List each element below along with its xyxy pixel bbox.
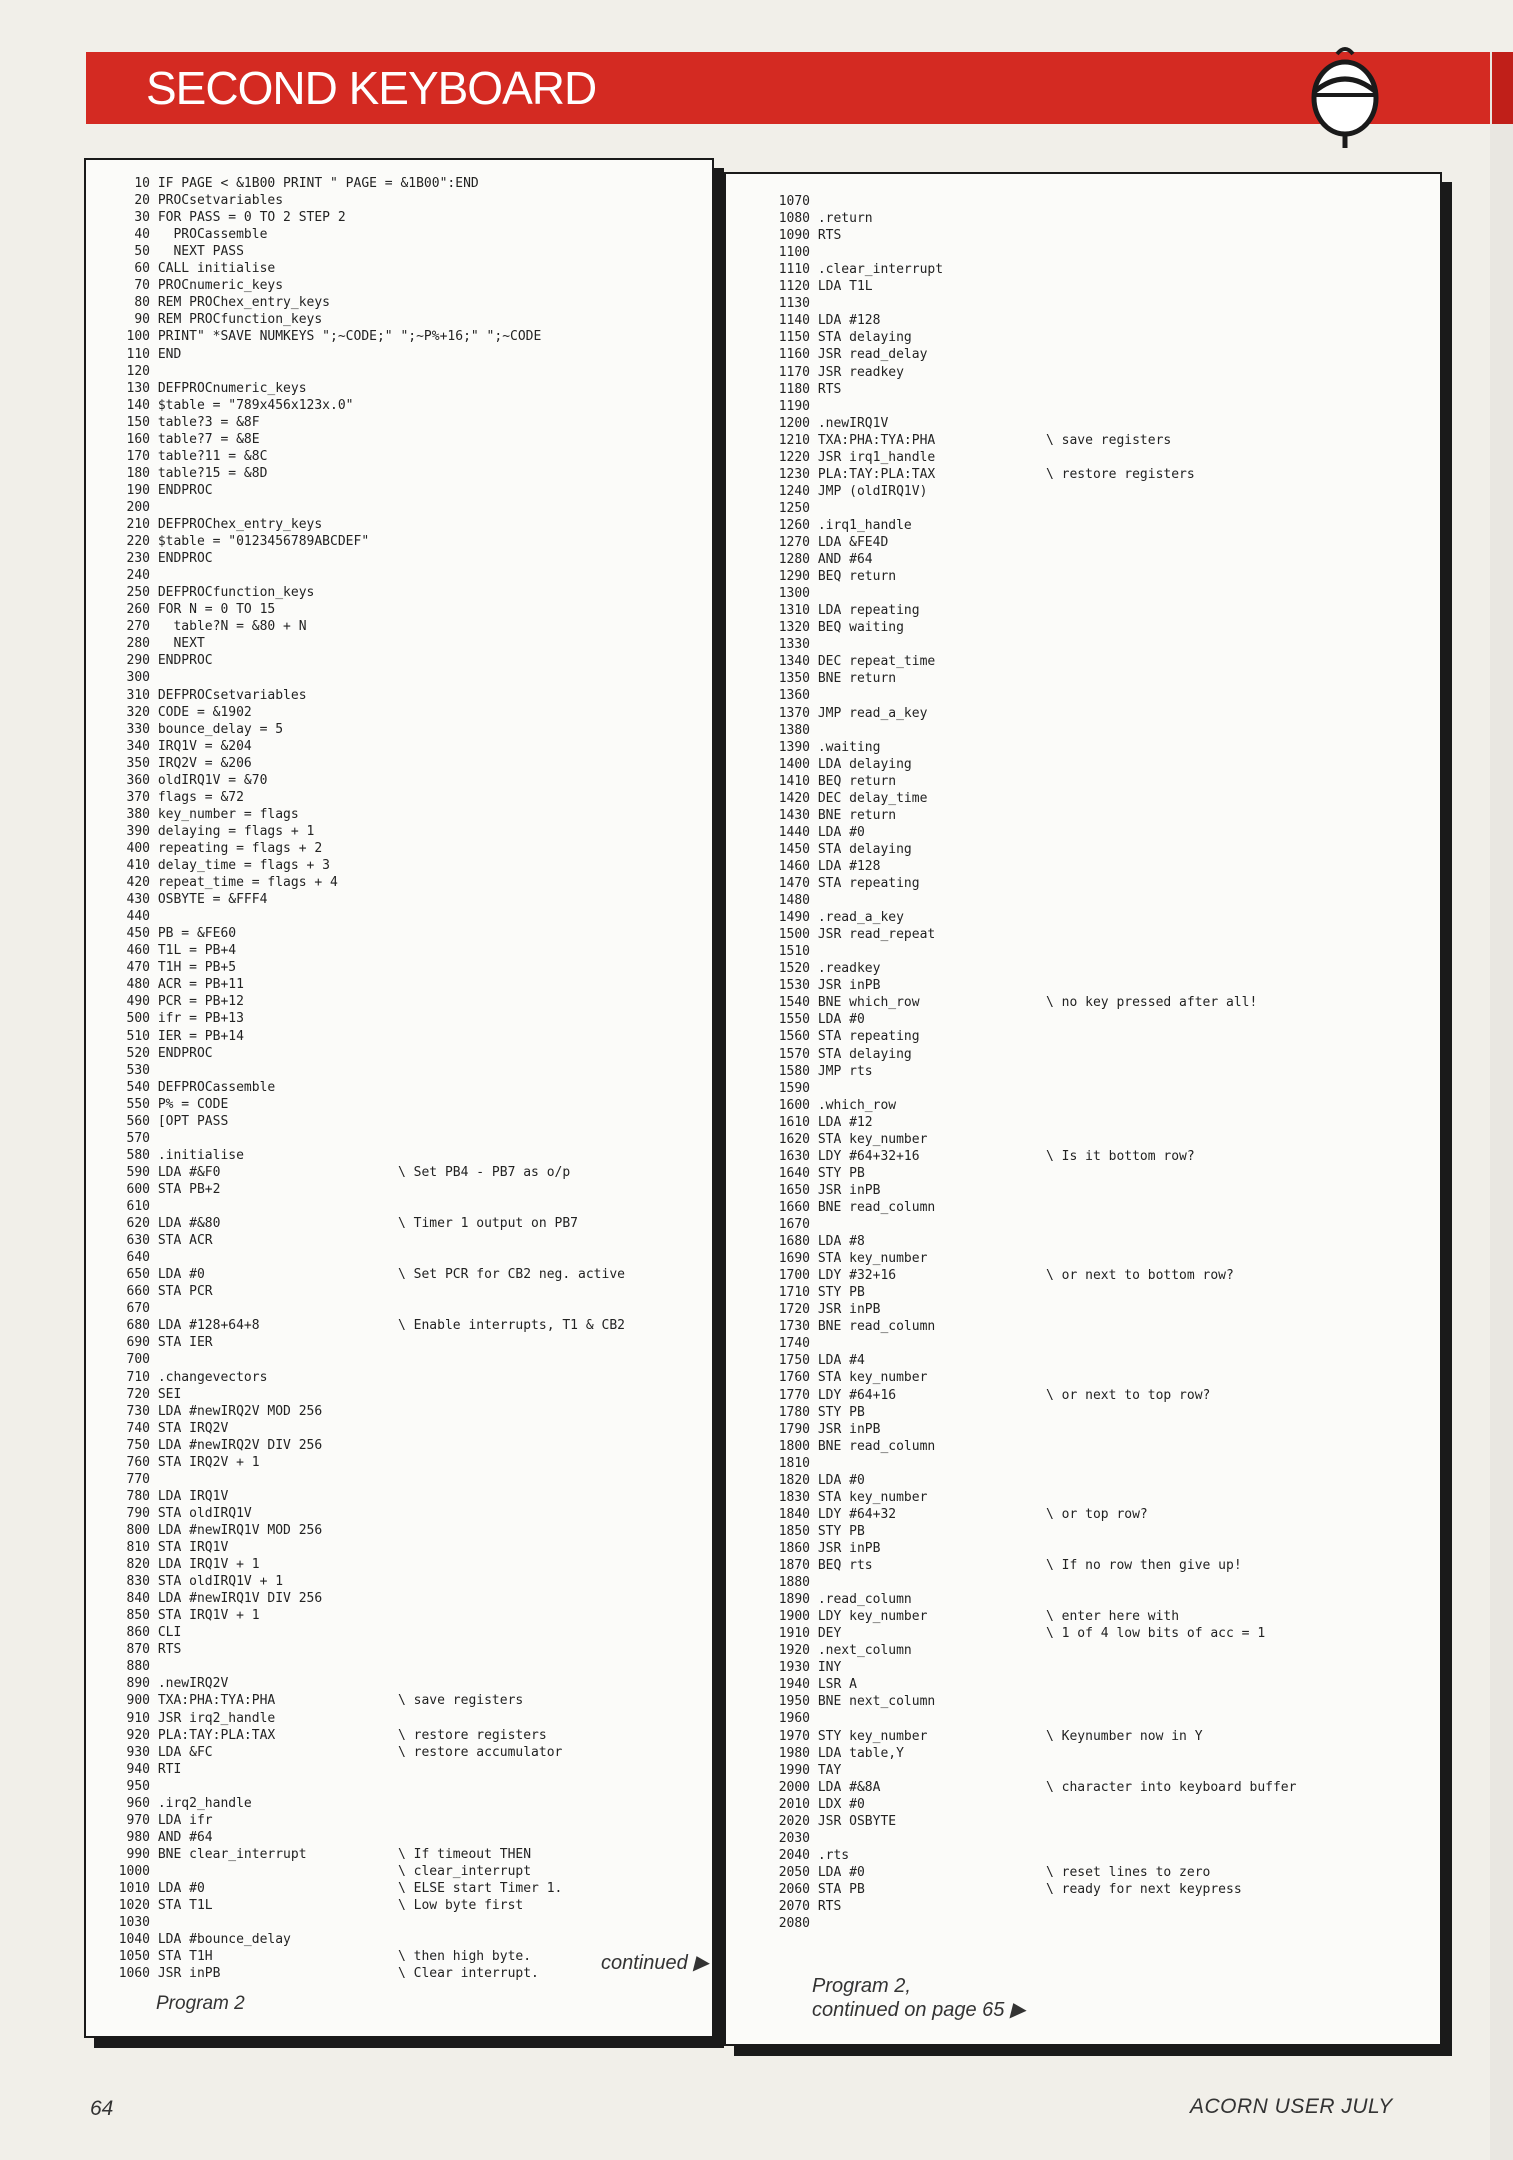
code-line: 830 STA oldIRQ1V + 1 [126,1574,284,1590]
code-line: 1340 DEC repeat_time [778,654,936,670]
code-line: 70 PROCnumeric_keys [134,278,284,294]
code-line: 880 [126,1659,150,1675]
code-line: 670 [126,1301,150,1317]
code-line: 2040 .rts [778,1847,850,1863]
code-line: 80 REM PROChex_entry_keys [134,295,331,311]
code-line: 2070 RTS [778,1899,842,1914]
code-line: 350 IRQ2V = &206 [126,755,252,771]
code-line: 1030 [118,1915,150,1931]
code-line: 470 T1H = PB+5 [126,960,237,976]
code-line: 1060 JSR inPB [118,1966,221,1982]
code-line: 2080 [778,1916,810,1932]
code-line: 580 .initialise [126,1147,244,1163]
code-line: 1350 BNE return [778,671,897,687]
code-line: 2060 STA PB [778,1881,865,1897]
code-line: 750 LDA #newIRQ2V DIV 256 [126,1437,323,1453]
title-banner [86,52,1513,124]
code-line: 1860 JSR inPB [778,1540,881,1556]
code-line: 1210 TXA:PHA:TYA:PHA [778,432,936,448]
code-line: 1220 JSR irq1_handle [778,449,936,465]
code-line: 180 table?15 = &8D [126,465,268,481]
code-line: 720 SEI [126,1386,182,1402]
code-line: 1720 JSR inPB [778,1302,881,1318]
code-line: 900 TXA:PHA:TYA:PHA [126,1693,276,1709]
code-line: 1470 STA repeating [778,876,920,891]
code-line: 1330 [778,637,810,653]
code-line: 920 PLA:TAY:PLA:TAX [126,1727,276,1743]
code-line: 1160 JSR read_delay [778,347,928,363]
code-comment: \ If no row then give up! [1046,1558,1242,1573]
code-comment: \ Keynumber now in Y [1046,1728,1203,1744]
code-line: 890 .newIRQ2V [126,1676,229,1692]
magazine-footer: ACORN USER JULY [1190,2095,1393,2118]
code-line: 1950 BNE next_column [778,1694,936,1710]
code-line: 1450 STA delaying [778,841,912,857]
page-edge [1490,52,1513,2160]
code-line: 1400 LDA delaying [778,756,912,772]
code-line: 1240 JMP (oldIRQ1V) [778,483,928,499]
code-line: 1170 JSR readkey [778,364,904,380]
code-line: 780 LDA IRQ1V [126,1488,229,1504]
code-line: 1010 LDA #0 [118,1881,205,1896]
code-comment: \ Low byte first [398,1898,524,1914]
code-line: 1440 LDA #0 [778,824,865,840]
code-line: 1420 DEC delay_time [778,790,928,806]
code-line: 1840 LDY #64+32 [778,1506,897,1522]
code-line: 1040 LDA #bounce_delay [118,1932,291,1948]
code-line: 390 delaying = flags + 1 [126,823,315,839]
code-line: 1770 LDY #64+16 [778,1387,897,1403]
code-line: 30 FOR PASS = 0 TO 2 STEP 2 [134,210,346,226]
code-line: 450 PB = &FE60 [126,926,237,942]
code-line: 730 LDA #newIRQ2V MOD 256 [126,1403,323,1419]
code-line: 1670 [778,1217,810,1232]
code-line: 1120 LDA T1L [778,279,873,295]
program-listing-panel-1 [84,158,714,2038]
code-line: 1970 STY key_number [778,1728,928,1744]
code-line: 410 delay_time = flags + 3 [126,858,331,873]
code-line: 1850 STY PB [778,1523,865,1539]
code-comment: \ ELSE start Timer 1. [398,1881,563,1896]
code-line: 60 CALL initialise [134,261,276,277]
code-line: 120 [126,363,150,379]
code-comment: \ no key pressed after all! [1046,995,1258,1011]
code-line: 650 LDA #0 [126,1267,205,1283]
code-line: 10 IF PAGE < &1B00 PRINT " PAGE = &1B00":END [134,176,479,191]
code-line: 290 ENDPROC [126,653,213,669]
code-line: 1500 JSR read_repeat [778,927,936,943]
code-line: 1480 [778,893,810,909]
code-line: 1430 BNE return [778,807,897,823]
code-line: 1180 RTS [778,381,842,397]
code-line: 610 [126,1199,150,1214]
code-line: 420 repeat_time = flags + 4 [126,875,338,891]
code-line: 660 STA PCR [126,1284,213,1300]
code-line: 1820 LDA #0 [778,1472,865,1488]
code-comment: \ character into keyboard buffer [1046,1779,1297,1795]
code-comment: \ Clear interrupt. [398,1966,539,1982]
code-comment: \ restore accumulator [398,1744,563,1760]
code-line: 340 IRQ1V = &204 [126,738,252,754]
code-line: 1190 [778,398,810,414]
code-line: 1600 .which_row [778,1097,897,1113]
code-line: 190 ENDPROC [126,482,213,498]
code-line: 1580 JMP rts [778,1063,873,1079]
code-line: 2000 LDA #&8A [778,1779,881,1795]
code-line: 90 REM PROCfunction_keys [134,312,323,328]
code-line: 300 [126,670,150,686]
code-line: 1300 [778,586,810,602]
code-line: 820 LDA IRQ1V + 1 [126,1557,260,1573]
code-line: 1610 LDA #12 [778,1114,873,1130]
code-comment: \ Set PB4 - PB7 as o/p [398,1164,571,1180]
code-line: 1790 JSR inPB [778,1421,881,1437]
program-caption: Program 2 [156,1993,245,2014]
code-line: 1940 LSR A [778,1677,857,1693]
code-line: 800 LDA #newIRQ1V MOD 256 [126,1522,323,1538]
code-comment: \ Timer 1 output on PB7 [398,1216,579,1232]
acorn-logo-icon [1305,40,1385,152]
code-comment: \ reset lines to zero [1046,1864,1211,1880]
code-line: 700 [126,1352,150,1368]
caption-line-1: Program 2, [812,1975,911,1997]
code-line: 1890 .read_column [778,1592,912,1608]
code-line: 1800 BNE read_column [778,1438,936,1454]
code-line: 940 RTI [126,1761,182,1777]
code-line: 320 CODE = &1902 [126,704,252,720]
code-line: 520 ENDPROC [126,1045,213,1061]
code-line: 1650 JSR inPB [778,1182,881,1198]
code-line: 2030 [778,1830,810,1846]
caption-line-2: continued on page 65 ▶ [812,1999,1026,2021]
code-line: 680 LDA #128+64+8 [126,1318,260,1334]
page-edge-accent [1492,52,1513,124]
code-line: 270 table?N = &80 + N [126,619,307,635]
code-line: 970 LDA ifr [126,1812,213,1828]
code-line: 1020 STA T1L [118,1898,213,1914]
code-line: 1920 .next_column [778,1643,912,1659]
code-line: 1280 AND #64 [778,552,873,568]
code-line: 1380 [778,722,810,738]
code-comment: \ 1 of 4 low bits of acc = 1 [1046,1626,1266,1642]
code-line: 1540 BNE which_row [778,995,920,1011]
code-line: 1110 .clear_interrupt [778,262,944,278]
code-line: 690 STA IER [126,1335,213,1351]
code-line: 1050 STA T1H [118,1949,213,1965]
page-title: SECOND KEYBOARD [146,62,597,114]
code-line: 1460 LDA #128 [778,858,881,874]
code-line: 790 STA oldIRQ1V [126,1505,252,1521]
code-line: 1520 .readkey [778,961,881,977]
code-comment: \ save registers [398,1693,524,1709]
code-line: 860 CLI [126,1625,182,1641]
code-line: 100 PRINT" *SAVE NUMKEYS ";~CODE;" ";~P%+16;" ";~CODE [126,329,542,345]
code-line: 1230 PLA:TAY:PLA:TAX [778,466,936,482]
code-comment: \ or next to bottom row? [1046,1268,1234,1284]
code-line: 1390 .waiting [778,739,881,755]
code-line: 740 STA IRQ2V [126,1420,229,1436]
code-comment: \ Set PCR for CB2 neg. active [398,1267,625,1283]
code-line: 910 JSR irq2_handle [126,1710,276,1726]
code-line: 1100 [778,245,810,261]
code-line: 50 NEXT PASS [134,244,244,260]
code-line: 1760 STA key_number [778,1370,928,1386]
code-line: 600 STA PB+2 [126,1181,221,1197]
page-number: 64 [90,2097,114,2120]
code-line: 1140 LDA #128 [778,313,881,329]
code-comment: \ clear_interrupt [398,1863,532,1879]
code-comment: \ or top row? [1046,1506,1148,1522]
code-comment: \ or next to top row? [1046,1387,1211,1403]
code-line: 1880 [778,1575,810,1591]
code-line: 400 repeating = flags + 2 [126,840,323,856]
code-line: 1630 LDY #64+32+16 [778,1148,920,1164]
code-line: 930 LDA &FC [126,1744,213,1760]
code-line: 110 END [126,346,182,362]
code-line: 1270 LDA &FE4D [778,535,889,550]
code-line: 950 [126,1778,150,1794]
code-line: 1710 STY PB [778,1285,865,1301]
code-comment: \ restore registers [1046,466,1195,482]
code-line: 810 STA IRQ1V [126,1540,229,1555]
continued-label: continued ▶ [601,1952,709,1974]
code-line: 150 table?3 = &8F [126,414,260,430]
code-line: 210 DEFPROChex_entry_keys [126,517,323,532]
code-line: 1150 STA delaying [778,330,912,346]
code-line: 480 ACR = PB+11 [126,977,244,993]
code-line: 500 ifr = PB+13 [126,1011,244,1027]
code-line: 570 [126,1130,150,1146]
code-line: 1930 INY [778,1660,842,1676]
code-line: 1320 BEQ waiting [778,620,904,636]
code-line: 20 PROCsetvariables [134,193,284,209]
code-line: 630 STA ACR [126,1233,213,1249]
code-line: 710 .changevectors [126,1369,268,1385]
code-line: 1200 .newIRQ1V [778,415,889,431]
code-line: 1810 [778,1455,810,1471]
code-line: 1780 STY PB [778,1404,865,1420]
code-line: 490 PCR = PB+12 [126,994,244,1010]
code-line: 2020 JSR OSBYTE [778,1813,897,1829]
code-line: 620 LDA #&80 [126,1216,221,1232]
code-line: 1370 JMP read_a_key [778,705,928,721]
code-comment: \ restore registers [398,1727,547,1743]
code-comment: \ save registers [1046,432,1172,448]
code-line: 1560 STA repeating [778,1029,920,1045]
code-line: 200 [126,499,150,515]
code-line: 1250 [778,500,810,516]
code-line: 1910 DEY [778,1626,842,1642]
code-line: 1700 LDY #32+16 [778,1268,897,1284]
code-comment: \ If timeout THEN [398,1846,532,1862]
code-line: 1290 BEQ return [778,569,897,585]
code-line: 1960 [778,1711,810,1727]
code-line: 1660 BNE read_column [778,1199,936,1215]
code-line: 1620 STA key_number [778,1131,928,1147]
code-line: 1260 .irq1_handle [778,517,912,533]
code-comment: \ ready for next keypress [1046,1881,1242,1897]
code-line: 260 FOR N = 0 TO 15 [126,602,276,618]
code-line: 550 P% = CODE [126,1096,229,1112]
code-line: 280 NEXT [126,636,205,652]
code-line: 1530 JSR inPB [778,978,881,994]
code-line: 250 DEFPROCfunction_keys [126,585,315,601]
code-line: 380 key_number = flags [126,806,299,822]
code-line: 1360 [778,688,810,704]
program-caption-continued [812,1974,1025,2022]
code-line: 1830 STA key_number [778,1489,928,1505]
code-line: 870 RTS [126,1642,182,1658]
code-line: 130 DEFPROCnumeric_keys [126,380,307,396]
code-line: 360 oldIRQ1V = &70 [126,772,268,788]
code-line: 960 .irq2_handle [126,1795,252,1811]
code-line: 330 bounce_delay = 5 [126,721,284,737]
code-line: 1130 [778,296,810,312]
code-line: 370 flags = &72 [126,789,244,805]
code-line: 990 BNE clear_interrupt [126,1846,307,1862]
code-line: 1410 BEQ return [778,773,897,789]
code-line: 530 [126,1062,150,1078]
code-line: 460 T1L = PB+4 [126,943,237,959]
code-line: 2050 LDA #0 [778,1864,865,1880]
code-comment: \ enter here with [1046,1609,1180,1625]
code-line: 1900 LDY key_number [778,1609,928,1625]
code-line: 1510 [778,944,810,960]
code-line: 1690 STA key_number [778,1251,928,1267]
code-line: 1870 BEQ rts [778,1558,873,1573]
code-line: 1310 LDA repeating [778,603,920,619]
code-line: 980 AND #64 [126,1829,213,1845]
code-line: 1080 .return [778,211,873,227]
code-line: 440 [126,909,150,925]
code-line: 430 OSBYTE = &FFF4 [126,892,268,908]
code-line: 170 table?11 = &8C [126,448,268,464]
program-listing-panel-2 [724,172,1442,2046]
code-line: 1730 BNE read_column [778,1319,936,1335]
code-line: 770 [126,1471,150,1487]
code-line: 1640 STY PB [778,1165,865,1181]
code-line: 1090 RTS [778,228,842,244]
code-line: 1490 .read_a_key [778,910,904,926]
code-line: 590 LDA #&F0 [126,1164,221,1180]
code-line: 1070 [778,194,810,209]
code-line: 40 PROCassemble [134,227,268,243]
code-line: 310 DEFPROCsetvariables [126,687,307,703]
code-line: 840 LDA #newIRQ1V DIV 256 [126,1591,323,1607]
code-line: 510 IER = PB+14 [126,1028,244,1044]
code-comment: \ Is it bottom row? [1046,1148,1195,1164]
code-line: 640 [126,1250,150,1266]
code-comment: \ Enable interrupts, T1 & CB2 [398,1318,625,1334]
code-line: 160 table?7 = &8E [126,431,260,447]
code-line: 1550 LDA #0 [778,1012,865,1028]
code-comment: \ then high byte. [398,1949,532,1965]
code-line: 1680 LDA #8 [778,1234,865,1250]
code-line: 1590 [778,1080,810,1096]
code-line: 1570 STA delaying [778,1046,912,1062]
code-line: 1750 LDA #4 [778,1353,865,1369]
code-line: 760 STA IRQ2V + 1 [126,1454,260,1470]
code-line: 220 $table = "0123456789ABCDEF" [126,534,370,550]
code-line: 2010 LDX #0 [778,1796,865,1812]
code-line: 560 [OPT PASS [126,1113,229,1129]
code-line: 1000 [118,1863,150,1879]
code-line: 1980 LDA table,Y [778,1745,904,1761]
code-line: 140 $table = "789x456x123x.0" [126,397,354,413]
code-line: 850 STA IRQ1V + 1 [126,1608,260,1624]
code-line: 240 [126,568,150,584]
code-line: 230 ENDPROC [126,551,213,567]
code-line: 540 DEFPROCassemble [126,1079,276,1095]
code-line: 1990 TAY [778,1762,842,1778]
code-line: 1740 [778,1336,810,1352]
